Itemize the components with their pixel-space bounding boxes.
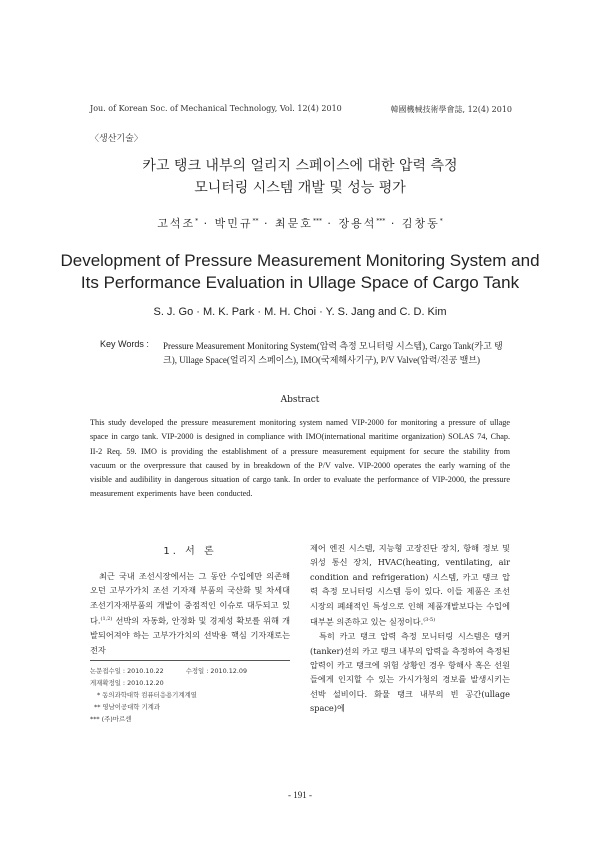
received-date: 논문접수일 : 2010.10.22 [90,667,164,675]
author-separator: · [385,217,402,230]
intro-right-text: 제어 엔진 시스템, 지능형 고장진단 장치, 항해 정보 및 위성 통신 장치, HVAC(heating, ventilating, air condition and refrigeration) 시스템, 카고 탱크 압력 측정 모니터링 시스템 등이 있다. 이들 제품은 조선 시장의 폐쇄적인 특성으로 인해 제품개발보다는 수입에 대부분 의존하고 있는 실정이다. [310,543,510,627]
footnote-affiliation-3: *** (주)마르센 [90,715,132,723]
revised-date: 수정일 : 2010.12.09 [185,667,248,675]
footnote-accepted: 게재확정일 : 2010.12.20 [90,679,164,687]
footnote-affiliation-1: * 동의과학대학 컴퓨터응용기계계열 [97,691,197,699]
korean-author-name: 박민규 [214,217,253,230]
footnote-dates [90,666,247,675]
english-title-line1: Development of Pressure Measurement Monitoring System and [60,251,540,270]
author-separator: · [321,217,339,230]
abstract-heading: Abstract [280,395,320,405]
affiliation-mark: *** [376,217,386,225]
affiliation-mark: *** [312,217,322,225]
intro-paragraph-right-2: 특히 카고 탱크 압력 측정 모니터링 시스템은 탱커(tanker)선의 카고 탱크 내부의 압력을 측정하여 측정된 압력이 카고 탱크에 위험 상황인 경우 항해사 혹은 선원들에게 인지할 수 있는 가시가청의 경보를 발생시키는 선박 설비이다. 화물 탱크 내부의 빈 공간(ullage space)에 [310,631,510,714]
section-heading-introduction: 1. 서 론 [163,546,217,557]
english-title-line2: Its Performance Evaluation in Ullage Space of Cargo Tank [80,273,520,292]
footnote-affiliation-2: ** 영남이공대학 기계과 [94,703,161,711]
korean-author-name: 고석조 [157,217,196,230]
affiliation-mark: ** [252,217,259,225]
intro-column-right [310,541,510,716]
korean-author-name: 김창동 [401,217,440,230]
section-tag: 〈생산기술〉 [90,134,143,144]
author-separator: · [258,217,276,230]
journal-header-en: Jou. of Korean Soc. of Mechanical Technology, Vol. 12(4) 2010 [90,104,342,113]
english-authors: S. J. Go · M. K. Park · M. H. Choi · Y. S. Jang and C. D. Kim [153,306,447,318]
korean-title-line1: 카고 탱크 내부의 얼리지 스페이스에 대한 압력 측정 [142,158,458,174]
intro-text-tail: 선박의 자동화, 안정화 및 경제성 확보를 위해 개발되어져야 하는 고부가가치의 선박용 핵심 기자재로는 전자 [90,615,290,655]
page-number: - 191 - [288,790,312,800]
intro-paragraph-right-1 [310,541,510,629]
abstract-text: This study developed the pressure measurement monitoring system named VIP-2000 for monitoring a pressure of ullage space in cargo tank. VIP-2000 is designed in compliance with IMO(international maritime organization) SOLAS 74, Chap. II-2 Req. 59. IMO is providing the establishment of a pressure measurement equipment for secure the stability from vacuum or the overpressure that caused by in breakdown of the P/V valve. VIP-2000 operates the early warning of the visible and audibility in dangerous situation of cargo tank. In order to evaluate the performance of VIP-2000, the pressure measurement experiments have been conducted. [90,418,510,499]
korean-title-line2: 모니터링 시스템 개발 및 성능 평가 [194,180,406,196]
affiliation-mark: * [195,217,199,225]
keywords-label: Key Words : [100,339,149,349]
intro-text: 최근 국내 조선시장에서는 그 동안 수입에만 의존해 오던 고부가가치 조선 기자재 부품의 국산화 및 차세대 조선기자재부품의 개발이 중점적인 이슈로 대두되고 있다. [90,571,290,626]
journal-header-ko: 韓國機械技術學會誌, 12(4) 2010 [390,105,512,114]
korean-author-name: 최문호 [275,217,313,230]
citation: (1,2) [100,616,113,623]
citation: (3-5) [423,617,436,624]
intro-paragraph-left [90,569,290,657]
korean-author-name: 장용석 [338,217,377,230]
author-separator: · [198,217,215,230]
footnote-divider [90,660,290,661]
korean-authors [0,215,600,231]
affiliation-mark: * [439,217,443,225]
keywords-text: Pressure Measurement Monitoring System(압력 측정 모니터링 시스템), Cargo Tank(카고 탱크), Ullage Space(얼리지 스페이스), IMO(국제해사기구), P/V Valve(압력/진공 밸브) [163,341,503,365]
